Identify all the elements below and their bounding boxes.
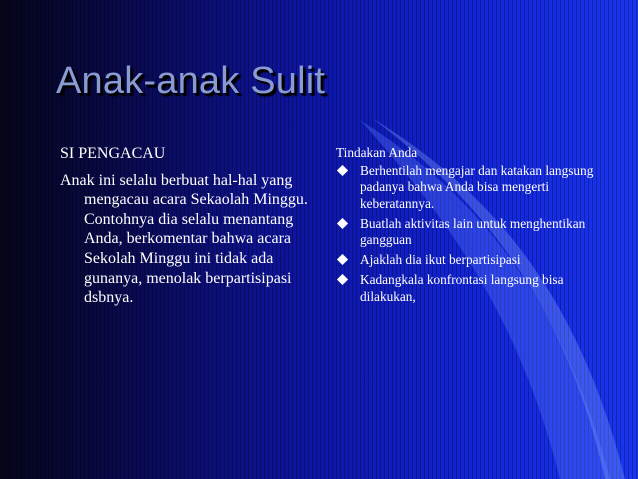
left-column bbox=[60, 144, 315, 308]
list-item-text: Ajaklah dia ikut berpartisipasi bbox=[360, 252, 521, 268]
diamond-bullet-icon bbox=[338, 255, 348, 265]
diamond-bullet-icon bbox=[338, 218, 348, 228]
right-heading: Tindakan Anda bbox=[336, 145, 418, 160]
list-item bbox=[336, 216, 598, 248]
list-item bbox=[336, 163, 598, 212]
list-item bbox=[336, 252, 598, 268]
diamond-bullet-icon bbox=[338, 275, 348, 285]
left-heading: SI PENGACAU bbox=[60, 145, 166, 162]
list-item bbox=[336, 272, 598, 304]
left-paragraph: Anak ini selalu berbuat hal-hal yang mengacau acara Sekaolah Minggu. Contohnya dia selalu menantang Anda, berkomentar bahwa acara Sekolah Minggu ini tidak ada gunanya, menolak berpartisipasi dsbnya. bbox=[60, 171, 308, 307]
action-list bbox=[336, 163, 598, 305]
right-column bbox=[336, 145, 598, 309]
list-item-text: Buatlah aktivitas lain untuk menghentikan gangguan bbox=[360, 215, 586, 248]
diamond-bullet-icon bbox=[338, 166, 348, 176]
slide-title: Anak-anak Sulit bbox=[56, 60, 326, 102]
list-item-text: Kadangkala konfrontasi langsung bisa dilakukan, bbox=[360, 272, 564, 304]
list-item-text: Berhentilah mengajar dan katakan langsung padanya bahwa Anda bisa mengerti keberatannya. bbox=[360, 163, 594, 211]
